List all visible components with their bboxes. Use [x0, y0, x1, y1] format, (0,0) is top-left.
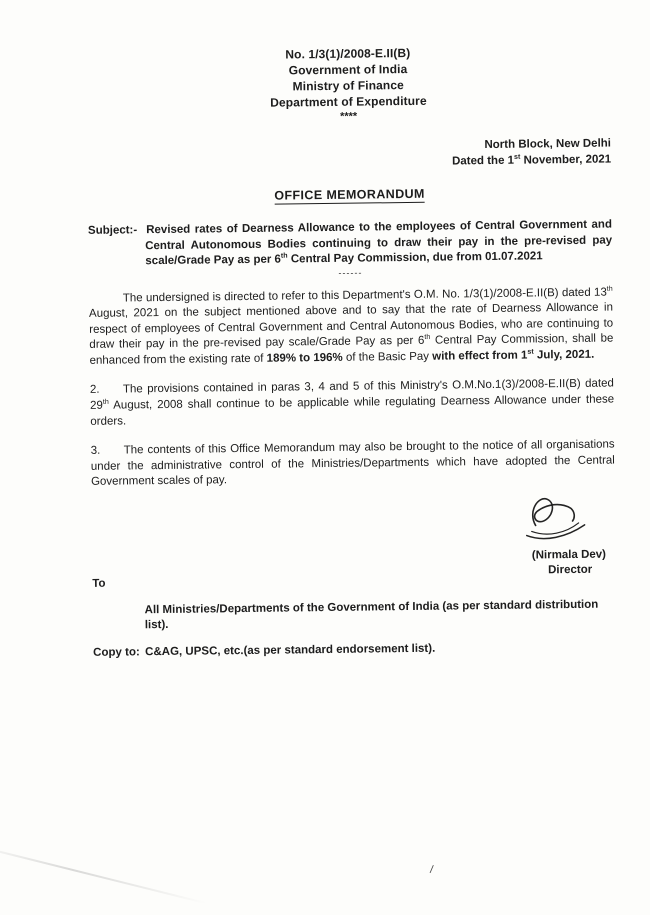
paragraph-3-number: 3.	[90, 445, 101, 458]
paragraph-2-text: The provisions contained in paras 3, 4 and 5 of this Ministry's O.M.No.1(3)/2008-E.II(B) dated 29th August, 2008 shall continue to be applicable while regulating Dearness Allowance under these orders.	[90, 377, 615, 428]
subject-label: Subject:-	[87, 224, 138, 237]
org-line-government: Government of India	[288, 61, 408, 78]
title-row	[87, 182, 611, 206]
org-line-ministry: Ministry of Finance	[292, 78, 404, 94]
copy-to-text: C&AG, UPSC, etc.(as per standard endorsement list).	[145, 642, 436, 659]
subject-block	[88, 217, 613, 270]
subject-text: Revised rates of Dearness Allowance to the employees of Central Government and Central Autonomous Bodies continuing to draw their pay in the pre-revised pay scale/Grade Pay as per 6th Central Pay Commission, due from 01.07.2021	[145, 218, 613, 268]
header-stars-divider: ****	[339, 110, 358, 123]
scan-crease-artifact	[0, 842, 207, 904]
copy-to-label: Copy to:	[93, 646, 140, 659]
signature-scribble	[519, 491, 592, 549]
signatory-name: (Nirmala Dev)	[531, 548, 607, 562]
paragraph-3-text: The contents of this Office Memorandum may also be brought to the notice of all organisations under the administrative control of the Ministries/Departments which have adopted the Central Government scales of pay.	[90, 438, 615, 489]
scan-mark-artifact: /	[429, 863, 434, 877]
subject-dashes: ------	[338, 267, 363, 278]
place-line: North Block, New Delhi	[484, 137, 612, 152]
org-line-department: Department of Expenditure	[270, 93, 427, 110]
distribution-line: All Ministries/Departments of the Government of India (as per standard distribution list).	[144, 598, 599, 632]
signature-block	[91, 491, 616, 584]
signatory-title: Director	[547, 563, 593, 577]
paragraph-2-number: 2.	[89, 384, 100, 397]
to-label: To	[92, 577, 106, 590]
copy-to-line	[93, 639, 617, 660]
date-line: Dated the 1st November, 2021	[451, 152, 612, 168]
memo-title: OFFICE MEMORANDUM	[274, 186, 425, 203]
place-date-block	[87, 136, 611, 174]
paragraph-3	[91, 438, 616, 491]
paragraph-2	[90, 377, 615, 430]
reference-number: No. 1/3(1)/2008-E.II(B)	[285, 45, 411, 62]
paragraph-1: The undersigned is directed to refer to this Department's O.M. No. 1/3(1)/2008-E.II(B) dated 13th August, 2021 on the subject mentioned above and to say that the rate of Dearness Allowance in respect of employees of Central Government and Central Autonomous Bodies, who are continuing to draw their pay in the pre-revised pay scale/Grade Pay as per 6th Central Pay Commission, shall be enhanced from the existing rate of 189% to 196% of the Basic Pay with effect from 1st July, 2021.	[88, 284, 614, 367]
